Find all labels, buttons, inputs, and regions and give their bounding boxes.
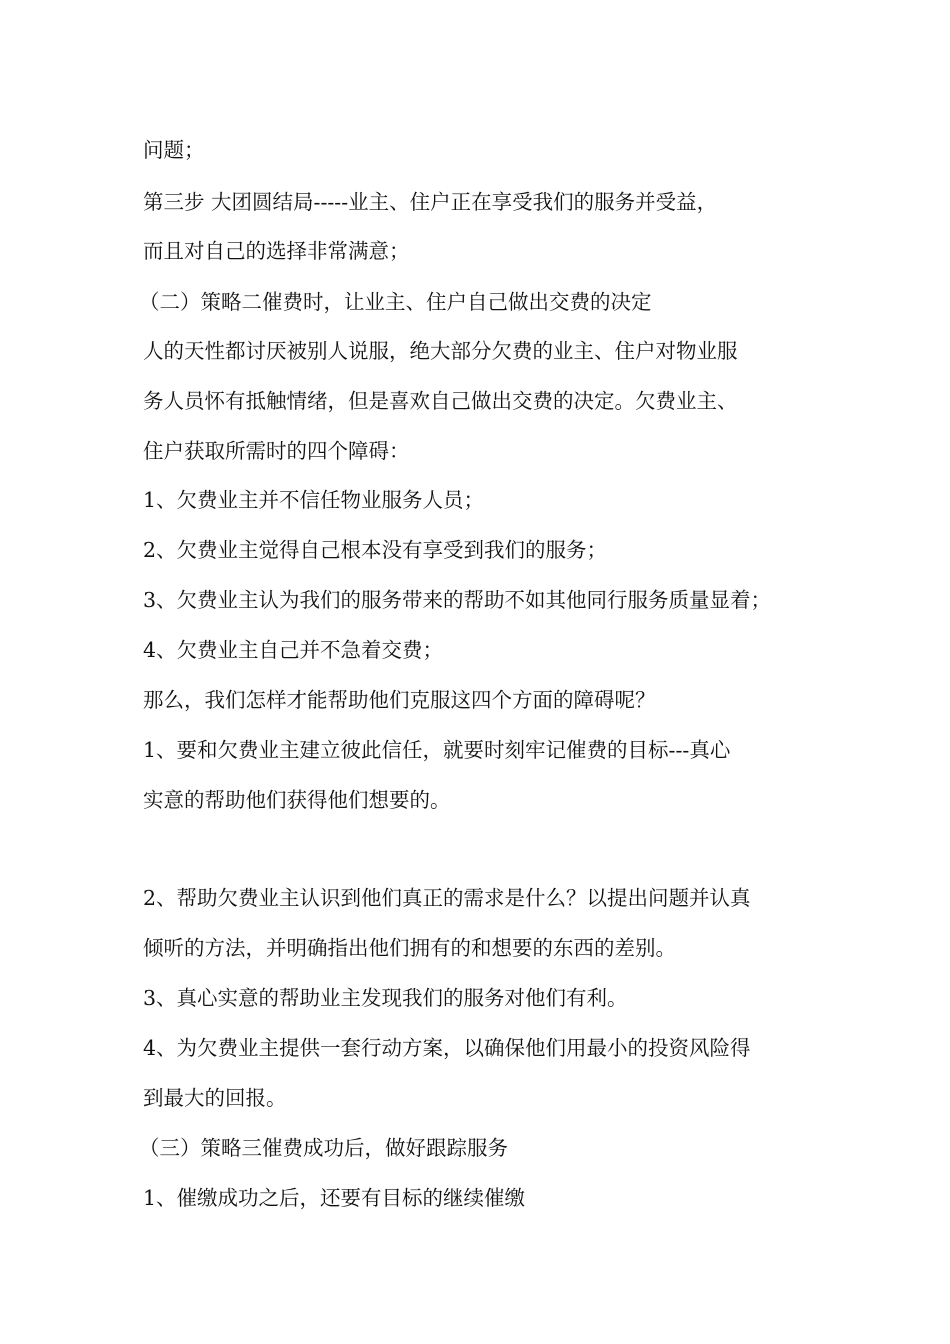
list-item: 1、欠费业主并不信任物业服务人员； xyxy=(143,488,485,512)
text-line: 倾听的方法，并明确指出他们拥有的和想要的东西的差别。 xyxy=(143,936,676,960)
text-line: 住户获取所需时的四个障碍： xyxy=(143,439,410,463)
text-line: 问题； xyxy=(143,138,205,162)
text-line: 务人员怀有抵触情绪，但是喜欢自己做出交费的决定。欠费业主、 xyxy=(143,389,738,413)
section-heading: （三）策略三催费成功后，做好跟踪服务 xyxy=(139,1136,508,1160)
list-item: 3、欠费业主认为我们的服务带来的帮助不如其他同行服务质量显着； xyxy=(143,588,772,612)
list-item: 3、真心实意的帮助业主发现我们的服务对他们有利。 xyxy=(143,986,628,1010)
text-line: 那么，我们怎样才能帮助他们克服这四个方面的障碍呢？ xyxy=(143,688,656,712)
list-item: 2、欠费业主觉得自己根本没有享受到我们的服务； xyxy=(143,538,608,562)
list-item: 1、催缴成功之后，还要有目标的继续催缴 xyxy=(143,1186,526,1210)
text-line: 第三步 大团圆结局-----业主、住户正在享受我们的服务并受益， xyxy=(143,190,718,214)
section-heading: （二）策略二催费时，让业主、住户自己做出交费的决定 xyxy=(139,290,652,314)
list-item: 4、欠费业主自己并不急着交费； xyxy=(143,638,444,662)
text-line: 实意的帮助他们获得他们想要的。 xyxy=(143,788,451,812)
text-line: 到最大的回报。 xyxy=(143,1086,287,1110)
text-line: 人的天性都讨厌被别人说服，绝大部分欠费的业主、住户对物业服 xyxy=(143,339,738,363)
text-line: 而且对自己的选择非常满意； xyxy=(143,239,410,263)
list-item: 2、帮助欠费业主认识到他们真正的需求是什么？以提出问题并认真 xyxy=(143,886,751,910)
list-item: 4、为欠费业主提供一套行动方案，以确保他们用最小的投资风险得 xyxy=(143,1036,751,1060)
list-item: 1、要和欠费业主建立彼此信任，就要时刻牢记催费的目标---真心 xyxy=(143,738,731,762)
